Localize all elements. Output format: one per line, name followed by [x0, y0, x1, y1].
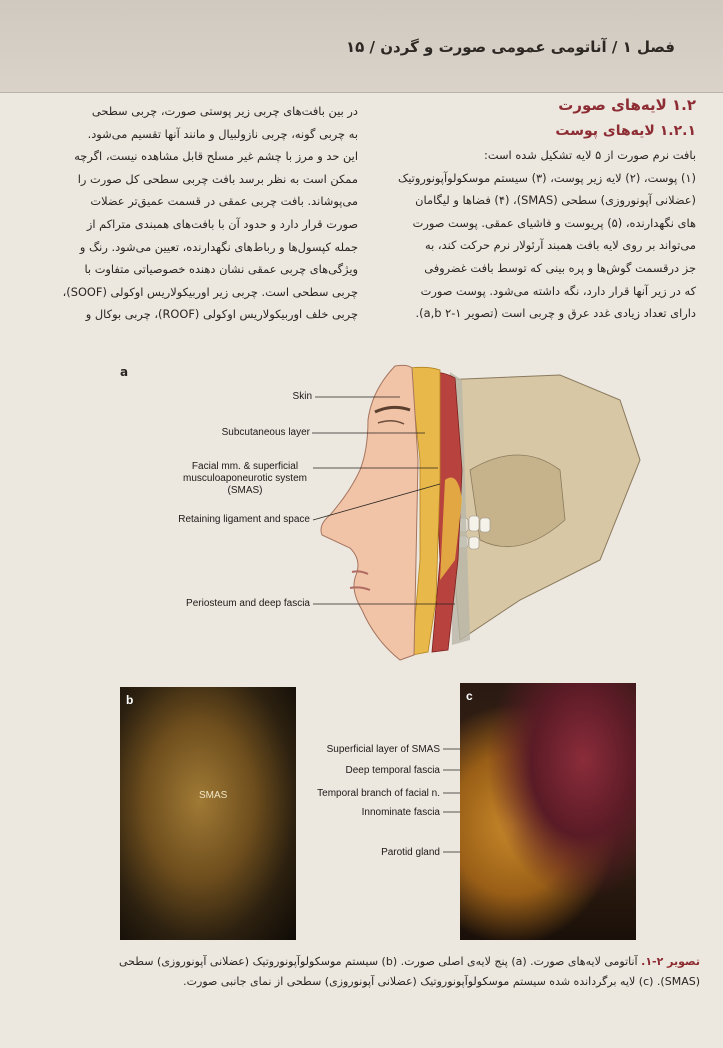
paragraph-line: که در زیر آنها قرار دارد، نگه داشته می‌شود. پوست صورت [420, 283, 696, 298]
callout-temporal-branch: Temporal branch of facial n. [317, 788, 440, 799]
callout-deep-temporal-fascia: Deep temporal fascia [345, 765, 440, 776]
callout-innominate-fascia: Innominate fascia [361, 807, 440, 818]
right-column [376, 92, 696, 325]
paragraph-line: می‌پوشاند. بافت چربی عمقی در قسمت عمیق‌تر عضلات [90, 194, 358, 209]
paragraph-line: به چربی گونه، چربی نازولبیال و مانند آنها تقسیم می‌شود. [87, 126, 358, 141]
paragraph-line: چربی خلف اوربیکولاریس اوکولی (ROOF)، چربی بوکال و [85, 307, 358, 322]
paragraph-line: دارای تعداد زیادی غدد عرق و چربی است (تصویر a,b ۲-۱). [415, 306, 696, 321]
callout-parotid-gland: Parotid gland [381, 847, 440, 858]
paragraph-line: جمله کپسول‌ها و رباط‌های نگهدارنده، تعیین می‌شود. رنگ و [79, 239, 358, 254]
callout-skin: Skin [292, 391, 312, 402]
paragraph-line: جز درقسمت گوش‌ها و پره بینی که توسط بافت غضروفی [424, 260, 696, 275]
callout-subcutaneous-layer: Subcutaneous layer [221, 427, 310, 438]
callout-retaining-ligament: Retaining ligament and space [178, 514, 310, 525]
paragraph-line: (۱) پوست، (۲) لایه زیر پوست، (۳) سیستم موسکولوآپونوروتیک [398, 170, 696, 185]
paragraph-line: (عضلانی آپونوروزی) سطحی (SMAS)، (۴) فضاها و لیگامان [415, 193, 696, 208]
running-head: فصل ۱ / آناتومی عمومی صورت و گردن / ۱۵ [346, 38, 675, 56]
paragraph-line: ویژگی‌های چربی عمقی نشان دهنده خصوصیاتی متفاوت با [84, 262, 358, 277]
figure-c-letter: c [466, 689, 473, 703]
paragraph-line: صورت قرار دارد و حدود آن با بافت‌های همبندی متراکم از [86, 216, 358, 231]
paragraph-line: در بین بافت‌های چربی زیر پوستی صورت، چربی سطحی [91, 104, 358, 118]
callout-smas: Facial mm. & superficial musculoaponeurotic system (SMAS) [183, 461, 307, 496]
caption-text-1: آناتومی لایه‌های صورت. (a) پنج لایه‌ی اصلی صورت. (b) سیستم موسکولوآپونوروتیک (عضلانی آپونوروزی) سطحی [119, 955, 638, 968]
left-column [28, 100, 358, 326]
page-header [0, 0, 723, 93]
paragraph-line: های نگهدارنده، (۵) پریوست و فاشیای عمقی. پوست صورت [412, 215, 696, 230]
figure-b-photo [120, 687, 296, 940]
figure-c-photo [460, 683, 636, 940]
figure-caption [40, 952, 700, 992]
caption-line-1 [40, 952, 700, 972]
figure-b-letter: b [126, 693, 134, 707]
caption-title: تصویر ۲-۱. [641, 955, 700, 968]
caption-text-2: (SMAS). (c) لایه برگردانده شده سیستم موسکولوآپونوروتیک (عضلانی آپونوروزی) سطحی از نمای جانبی صورت. [183, 975, 700, 988]
paragraph-line: ممکن است به نظر برسد بافت چربی سطحی کل صورت را [77, 171, 358, 186]
paragraph-line: بافت نرم صورت از ۵ لایه تشکیل شده است: [483, 148, 696, 162]
subsection-heading: ۱.۲.۱ لایه‌های پوست [555, 123, 696, 139]
callout-periosteum: Periosteum and deep fascia [186, 598, 310, 609]
figure-b-smas-label: SMAS [199, 790, 228, 801]
callout-superficial-smas: Superficial layer of SMAS [326, 744, 440, 755]
paragraph-line: چربی سطحی است. چربی زیر اوربیکولاریس اوکولی (SOOF)، [62, 284, 358, 299]
section-heading: ۱.۲ لایه‌های صورت [558, 96, 696, 114]
figure-a-letter: a [120, 365, 129, 379]
paragraph-line: می‌تواند بر روی لایه بافت همبند آرئولار نرم حرکت کند، به [425, 238, 696, 253]
paragraph-line: این حد و مرز با چشم غیر مسلح قابل مشاهده نیست، اگرچه [74, 149, 358, 164]
